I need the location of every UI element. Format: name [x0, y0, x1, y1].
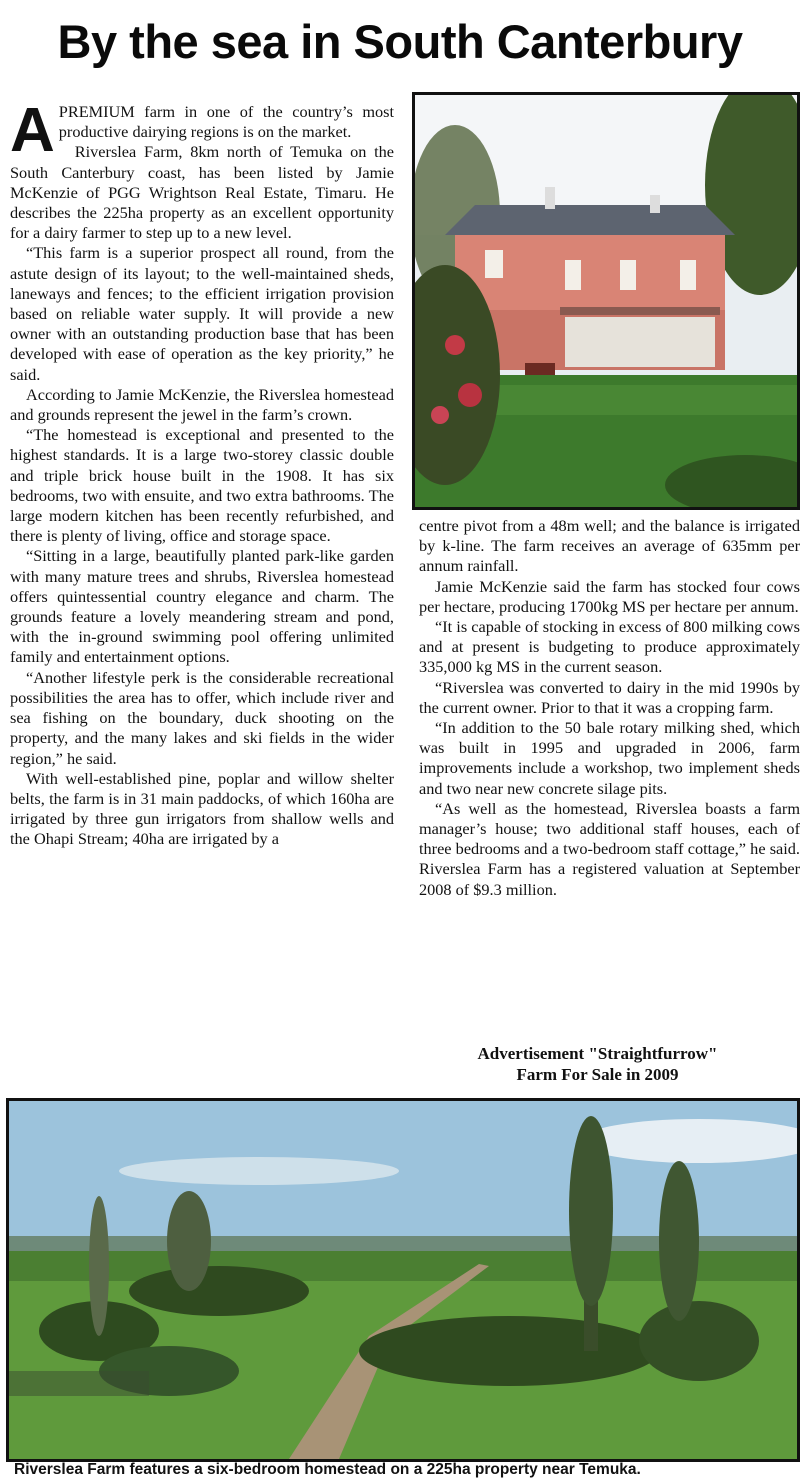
paragraph: “Sitting in a large, beautifully planted park-like garden with many mature trees and shrubs, Riverslea homestead offers quintessential country elegance and charm. The grounds feature a lovely meandering stream and pond, with the in-ground swimming pool offering unlimited family and entertainment options.: [10, 546, 394, 667]
paragraph: With well-established pine, poplar and willow shelter belts, the farm is in 31 main paddocks, of which 160ha are irrigated by three gun irrigators from shallow wells and the Ohapi Stream; 40ha are irrigated by a: [10, 768, 394, 849]
paragraph: Jamie McKenzie said the farm has stocked four cows per hectare, producing 1700kg MS per hectare per annum.: [419, 576, 800, 616]
paragraph: centre pivot from a 48m well; and the balance is irrigated by k-line. The farm receives an average of 635mm per annum rainfall.: [419, 516, 800, 576]
ad-caption-line: Farm For Sale in 2009: [516, 1065, 679, 1084]
drop-cap: A: [10, 96, 55, 165]
paragraph: “Riverslea was converted to dairy in the mid 1990s by the current owner. Prior to that it was a cropping farm.: [419, 677, 800, 717]
paragraph: Riverslea Farm, 8km north of Temuka on the South Canterbury coast, has been listed by Jamie McKenzie of PGG Wrightson Real Estate, Timaru. He describes the 225ha property as an excellent opportunity for a dairy farmer to step up to a new level.: [10, 142, 394, 243]
paragraph: “This farm is a superior prospect all round, from the astute design of its layout; to the well-maintained sheds, laneways and fences; to the efficient irrigation provision based on reliable water supply. It will provide a new owner with an outstanding production base that has been developed with ease of operation as the key priority,” he said.: [10, 243, 394, 384]
ad-caption-line: Advertisement "Straightfurrow": [477, 1044, 718, 1063]
paragraph: “The homestead is exceptional and presented to the highest standards. It is a large two-storey classic double and triple brick house built in the 1908. It has six bedrooms, two with ensuite, and two extra bathrooms. The large modern kitchen has been recently refurbished, and there is plenty of living, office and storage space.: [10, 425, 394, 546]
paragraph: “In addition to the 50 bale rotary milking shed, which was built in 1995 and upgraded in 2006, farm improvements include a workshop, two implement sheds and two near new concrete silage pits.: [419, 718, 800, 798]
paragraph: “It is capable of stocking in excess of 800 milking cows and at present is budgeting to produce approximately 335,000 kg MS in the current season.: [419, 617, 800, 677]
paragraph: “Another lifestyle perk is the considerable recreational possibilities the area has to offer, which include river and sea fishing on the boundary, duck shooting on the property, and the many lakes and ski fields in the wider region,” he said.: [10, 667, 394, 768]
paragraph: “As well as the homestead, Riverslea boasts a farm manager’s house; two additional staff houses, each of three bedrooms and a two-bedroom staff cottage,” he said. Riverslea Farm has a registered valuation at September 2008 of $9.3 million.: [419, 798, 800, 899]
homestead-photo: [412, 92, 800, 510]
paragraph: PREMIUM farm in one of the country’s most productive dairying regions is on the market.: [58, 102, 394, 142]
article-column-right: [419, 516, 800, 900]
paragraph: According to Jamie McKenzie, the Riverslea homestead and grounds represent the jewel in the farm’s crown.: [10, 384, 394, 425]
headline: By the sea in South Canterbury: [57, 15, 743, 68]
advertisement-caption: [400, 1043, 795, 1085]
photo-caption: Riverslea Farm features a six-bedroom homestead on a 225ha property near Temuka.: [14, 1461, 641, 1478]
farm-landscape-photo: [6, 1098, 800, 1462]
article-column-left: [10, 96, 394, 850]
